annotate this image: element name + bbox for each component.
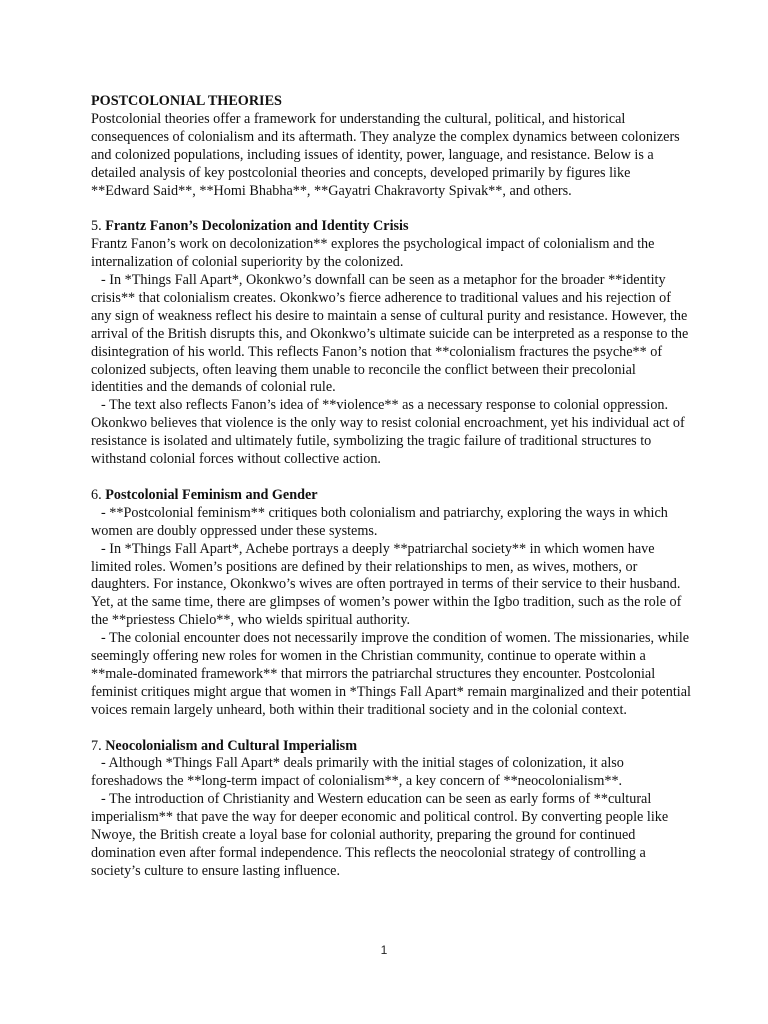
section-heading-7 (91, 738, 691, 756)
section-gap (91, 200, 691, 218)
section-5-paragraph-2: - In *Things Fall Apart*, Okonkwo’s downfall can be seen as a metaphor for the broader **identity crisis** that colonialism creates. Okonkwo’s fierce adherence to traditional values and his rejection of any sign of weakness reflect his desire to maintain a sense of cultural purity and resistance. However, the arrival of the British disrupts this, and Okonkwo’s ultimate suicide can be interpreted as a response to the disintegration of his world. This reflects Fanon’s notion that **colonialism fractures the psyche** of colonized subjects, often leaving them unable to reconcile the conflict between their precolonial identities and the demands of colonial rule. (91, 272, 689, 396)
section-gap (91, 469, 691, 487)
page-number: 1 (380, 943, 388, 957)
document-body (91, 93, 691, 881)
section-title: Frantz Fanon’s Decolonization and Identity Crisis (105, 218, 409, 235)
section-number: 6. (91, 486, 102, 503)
section-title: Neocolonialism and Cultural Imperialism (105, 737, 358, 754)
section-7-paragraph-2: - The introduction of Christianity and Western education can be seen as early forms of **cultural imperialism** that pave the way for deeper economic and political control. By converting people like Nwoye, the British create a loyal base for colonial authority, preparing the ground for continued domination even after formal independence. This reflects the neocolonial strategy of controlling a society’s culture to ensure lasting influence. (91, 791, 669, 879)
section-7-paragraph-1: - Although *Things Fall Apart* deals primarily with the initial stages of colonization, it also foreshadows the **long-term impact of colonialism**, a key concern of **neocolonialism**. (91, 755, 624, 790)
section-heading-6 (91, 487, 691, 505)
intro-paragraph: Postcolonial theories offer a framework for understanding the cultural, political, and historical consequences of colonialism and its aftermath. They analyze the complex dynamics between colonizers and colonized populations, including issues of identity, power, language, and resistance. Below is a detailed analysis of key postcolonial theories and concepts, developed primarily by figures like **Edward Said**, **Homi Bhabha**, **Gayatri Chakravorty Spivak**, and others. (91, 110, 680, 199)
section-title: Postcolonial Feminism and Gender (105, 486, 318, 503)
section-heading-5 (91, 218, 691, 236)
section-5-paragraph-1: Frantz Fanon’s work on decolonization** explores the psychological impact of colonialism and the internalization of colonial superiority by the colonized. (91, 236, 655, 271)
section-number: 7. (91, 737, 102, 754)
section-number: 5. (91, 218, 102, 235)
document-title: POSTCOLONIAL THEORIES (91, 93, 282, 109)
section-6-paragraph-3: - The colonial encounter does not necessarily improve the condition of women. The missionaries, while seemingly offering new roles for women in the Christian community, continue to operate within a **male-dominated framework** that mirrors the patriarchal structures they encounter. Postcolonial feminist critiques might argue that women in *Things Fall Apart* remain marginalized and their potential voices remain largely unheard, both within their traditional society and in the colonial context. (91, 630, 691, 718)
section-5-paragraph-3: - The text also reflects Fanon’s idea of **violence** as a necessary response to colonial oppression. Okonkwo believes that violence is the only way to resist colonial encroachment, yet his individual act of resistance is isolated and ultimately futile, symbolizing the tragic failure of traditional structures to withstand colonial forces without collective action. (91, 397, 685, 468)
section-6-paragraph-1: - **Postcolonial feminism** critiques both colonialism and patriarchy, exploring the ways in which women are doubly oppressed under these systems. (91, 504, 668, 539)
section-gap (91, 720, 691, 738)
section-6-paragraph-2: - In *Things Fall Apart*, Achebe portrays a deeply **patriarchal society** in which women have limited roles. Women’s positions are defined by their relationships to men, as wives, mothers, or daughters. For instance, Okonkwo’s wives are often portrayed in terms of their service to their husband. Yet, at the same time, there are glimpses of women’s power within the Igbo tradition, such as the role of the **priestess Chielo**, who wields spiritual authority. (91, 540, 682, 629)
